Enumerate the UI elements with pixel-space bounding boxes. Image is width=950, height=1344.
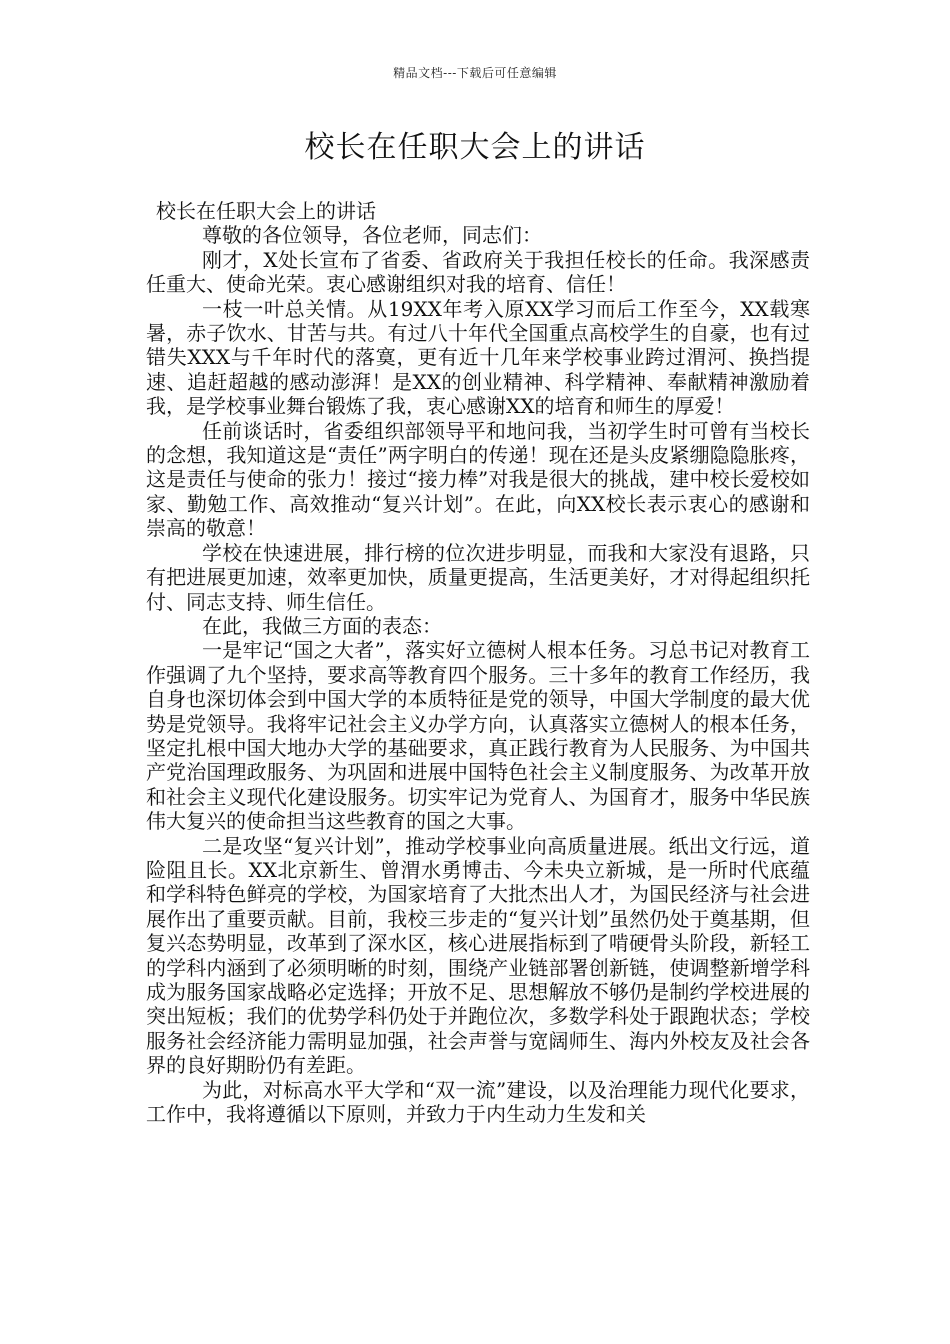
body-paragraph: 刚才，X处长宣布了省委、省政府关于我担任校长的任命。我深感责任重大、使命光荣。衷心感谢组织对我的培育、信任！ [146, 247, 810, 297]
body-paragraph: 为此，对标高水平大学和“双一流”建设，以及治理能力现代化要求，工作中，我将遵循以下原则，并致力于内生动力生发和关 [146, 1077, 810, 1127]
body-paragraph: 学校在快速进展，排行榜的位次进步明显，而我和大家没有退路，只有把进展更加速，效率更加快，质量更提高，生活更美好，才对得起组织托付、同志支持、师生信任。 [146, 540, 810, 614]
body-paragraph: 二是攻坚“复兴计划”，推动学校事业向高质量进展。纸出文行远，道险阻且长。XX北京新生、曾渭水勇博击、今未央立新城，是一所时代底蕴和学科特色鲜亮的学校，为国家培育了大批杰出人才，为国民经济与社会进展作出了重要贡献。目前，我校三步走的“复兴计划”虽然仍处于奠基期，但复兴态势明显，改革到了深水区，核心进展指标到了啃硬骨头阶段，新轻工的学科内涵到了必须明晰的时刻，围绕产业链部署创新链，使调整新增学科成为服务国家战略必定选择；开放不足、思想解放不够仍是制约学校进展的突出短板；我们的优势学科仍处于并跑位次，多数学科处于跟跑状态；学校服务社会经济能力需明显加强，社会声誉与宽阔师生、海内外校友及社会各界的良好期盼仍有差距。 [146, 833, 810, 1078]
document-title: 校长在任职大会上的讲话 [304, 130, 646, 165]
header-note: 精品文档---下载后可任意编辑 [393, 66, 557, 80]
body-paragraph: 一是牢记“国之大者”，落实好立德树人根本任务。习总书记对教育工作强调了九个坚持，要求高等教育四个服务。三十多年的教育工作经历，我自身也深切体会到中国大学的本质特征是党的领导，中国大学制度的最大优势是党领导。我将牢记社会主义办学方向，认真落实立德树人的根本任务，坚定扎根中国大地办大学的基础要求，真正践行教育为人民服务、为中国共产党治国理政服务、为巩固和进展中国特色社会主义制度服务、为改革开放和社会主义现代化建设服务。切实牢记为党育人、为国育才，服务中华民族伟大复兴的使命担当这些教育的国之大事。 [146, 638, 810, 834]
subtitle-paragraph: 校长在任职大会上的讲话 [156, 199, 376, 223]
body-paragraph: 一枝一叶总关情。从19XX年考入原XX学习而后工作至今，XX载寒暑，赤子饮水、甘苦与共。有过八十年代全国重点高校学生的自豪，也有过错失XXX与千年时代的落寞，更有近十几年来学校事业跨过渭河、换挡提速、追赶超越的感动澎湃！是XX的创业精神、科学精神、奉献精神激励着我，是学校事业舞台锻炼了我，衷心感谢XX的培育和师生的厚爱！ [146, 296, 810, 419]
body-paragraph: 在此，我做三方面的表态： [202, 613, 442, 638]
body-paragraph: 任前谈话时，省委组织部领导平和地问我，当初学生时可曾有当校长的念想，我知道这是“责任”两字明白的传递！现在还是头皮紧绷隐隐胀疼，这是责任与使命的张力！接过“接力棒”对我是很大的挑战，建中校长爱校如家、勤勉工作、高效推动“复兴计划”。在此，向XX校长表示衷心的感谢和崇高的敬意！ [146, 418, 810, 541]
document-body [146, 199, 810, 1126]
salutation-paragraph: 尊敬的各位领导，各位老师，同志们： [202, 223, 542, 248]
